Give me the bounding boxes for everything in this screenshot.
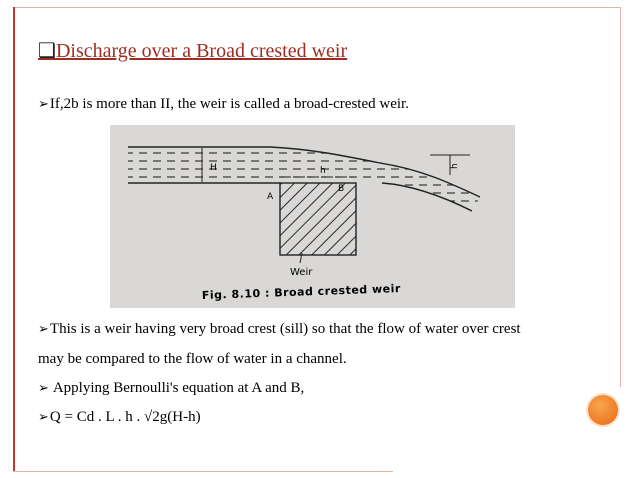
bullet-line-5 — [38, 409, 201, 426]
bullet-line-1 — [38, 96, 409, 113]
slide-frame-bottom — [13, 471, 393, 472]
slide-title — [38, 38, 347, 63]
weir-block — [280, 183, 356, 255]
label-weir: Weir — [290, 267, 313, 278]
label-A: A — [267, 192, 274, 202]
bullet-text-4: Applying Bernoulli's equation at A and B, — [49, 380, 305, 396]
bullet-line-3 — [38, 351, 347, 368]
label-B: B — [338, 184, 345, 194]
label-h-right: h — [450, 163, 460, 169]
arrow-bullet-icon: ➢ — [38, 409, 49, 424]
label-h-left: h — [320, 166, 326, 176]
slide-frame-right — [620, 7, 621, 387]
figure-caption: Fig. 8.10 : Broad crested weir — [201, 282, 402, 302]
arrow-bullet-icon: ➢ — [38, 321, 49, 336]
figure-broad-crested-weir — [110, 125, 515, 308]
bullet-text-5: Q = Cd . L . h . √2g(H-h) — [49, 409, 201, 425]
bullet-line-2 — [38, 321, 521, 338]
checkbox-bullet-icon: ❑ — [38, 40, 56, 62]
label-H: H — [210, 163, 217, 173]
bullet-text-3: may be compared to the flow of water in a channel. — [38, 351, 347, 367]
weir-diagram — [110, 125, 515, 308]
bullet-text-1: If,2b is more than II, the weir is called a broad-crested weir. — [49, 96, 409, 112]
slide-frame-left-accent — [13, 7, 15, 472]
slide-frame-top — [13, 7, 621, 8]
slide-title-text: Discharge over a Broad crested weir — [55, 40, 348, 62]
arrow-bullet-icon: ➢ — [38, 96, 49, 111]
arrow-bullet-icon: ➢ — [38, 380, 49, 395]
bullet-line-4 — [38, 380, 304, 397]
bullet-text-2: This is a weir having very broad crest (sill) so that the flow of water over crest — [49, 321, 521, 337]
orange-circle-decoration — [588, 395, 618, 425]
